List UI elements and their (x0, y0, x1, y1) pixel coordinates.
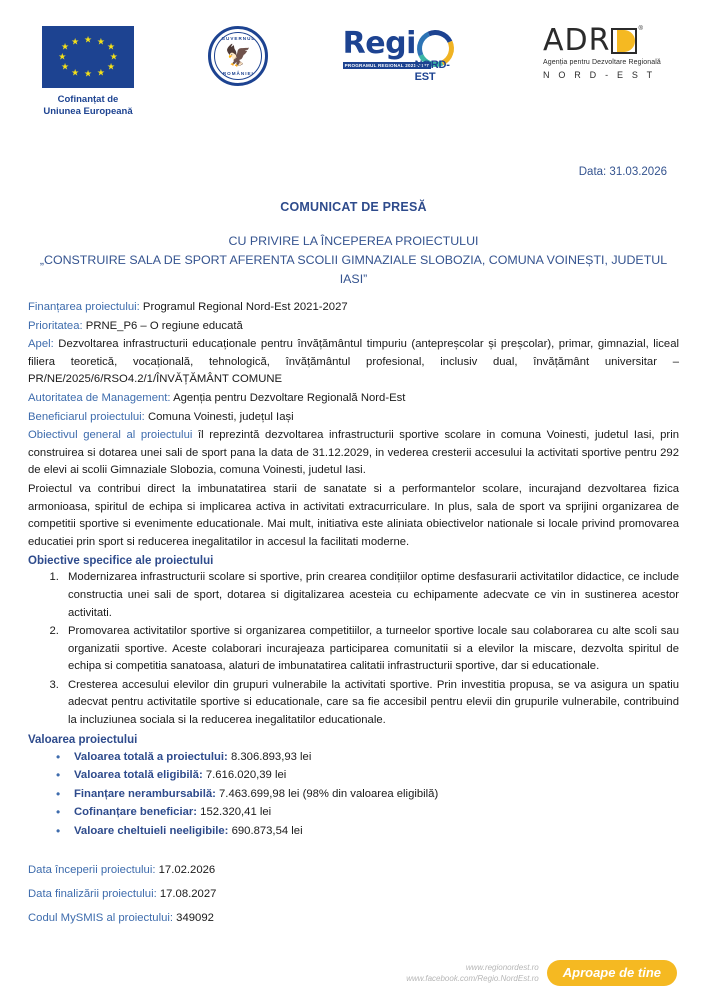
project-start-date-value: 17.02.2026 (155, 864, 216, 877)
eagle-icon: 🦅 (225, 44, 252, 68)
field-apel-label: Apel: (28, 338, 54, 351)
regio-logo-icon (343, 26, 469, 84)
objectives-list (28, 569, 679, 729)
field-autoritate-label: Autoritatea de Management: (28, 391, 171, 404)
project-end-date (28, 882, 679, 906)
regio-logo-block (343, 26, 469, 84)
value-item (56, 822, 679, 841)
field-prioritate-value: PRNE_P6 – O regiune educată (82, 319, 243, 332)
document-body (28, 299, 679, 930)
field-finantare-label: Finanțarea proiectului: (28, 301, 140, 313)
logo-bar (28, 0, 679, 122)
adr-logo-icon (542, 23, 671, 80)
field-apel (28, 336, 679, 389)
field-prioritate-label: Prioritatea: (28, 319, 83, 332)
objective-item: 1. Modernizarea infrastructurii scolare si sportive, prin crearea condițiilor optime desfasurarii activitatilor didactice, ce include constructia unei sali de sport, dotarea si digitalizarea acesteia cu echipamente adecvate ce vin in sustinerea acestor activitati. (62, 569, 679, 622)
value-item-label: Cofinanțare beneficiar: (74, 806, 198, 819)
seal-arc-bottom: ROMÂNIEI (222, 71, 254, 76)
page-subtitle-line1: CU PRIVIRE LA ÎNCEPEREA PROIECTULUI (228, 234, 479, 248)
eu-stars: ★ ★ ★ ★ ★ ★ ★ ★ ★ ★ ★ ★ (58, 34, 118, 79)
page-footer (0, 960, 707, 986)
adr-registered-mark: ® (638, 26, 643, 32)
value-item-label: Valoarea totală eligibilă: (74, 769, 203, 782)
objectives-heading: Obiective specifice ale proiectului (28, 555, 214, 568)
regio-wordmark: Regi (342, 26, 416, 61)
project-description-paragraph: Proiectul va contribui direct la imbunatatirea starii de sanatate si a performantelor scolare, incurajand dezvoltarea fizica armonioasa, spiritul de echipa si implicarea activa in activitati extracurriculare. In plus, sala de sport va sprijini organizarea de competitii sportive si evenimente educationale. Mai mult, initiativa este aliniata obiectivelor nationale si locale privind promovarea educatiei prin sport si reducerea inegalitatilor in accesul la facilitati moderne. (28, 482, 679, 548)
value-item-label: Valoare cheltuieli neeligibile: (74, 824, 229, 837)
field-obiectiv-value: îl reprezintă dezvoltarea infrastructurii sportive scolare in comuna Voinesti, judetul Iasi, prin construirea si dotarea unei sali de sport pana la data de 31.12.2029, in vederea cresterii accesului la activitati sportive pentru 292 de elevi ai scolii Gimnaziale Slobozia, comuna Voinesti, judetul Iasi. (28, 429, 679, 477)
project-mysmis-code (28, 906, 679, 930)
seal-arc-top: GUVERNUL (221, 36, 256, 41)
eu-caption-line2: Uniunea Europeană (43, 106, 133, 117)
value-item (56, 785, 679, 804)
field-finantare-value: Programul Regional Nord-Est 2021-2027 (139, 301, 348, 313)
regio-region-label: NORD-EST (414, 59, 450, 83)
objective-item: 3. Cresterea accesului elevilor din grupuri vulnerabile la activitati sportive. Prin investitia propusa, se va asigura un spatiu adecvat pentru activitatile sportive si educationale, care sa fie accesibil pentru elevii din grupurile vulnerabile, contribuind la incluziunea sociala si la reducerea inegalitatilor educationale. (62, 677, 679, 730)
adr-logo-block (542, 23, 671, 80)
project-end-date-label: Data finalizării proiectului: (28, 888, 157, 901)
footer-website-link[interactable]: www.regionordest.ro (465, 963, 539, 972)
value-item-amount: 690.873,54 lei (228, 824, 303, 837)
adr-wordmark: ADR (542, 23, 611, 58)
project-start-date (28, 858, 679, 882)
eu-logo-caption (43, 94, 132, 118)
field-obiectiv-general (28, 427, 679, 480)
government-logo-block (208, 26, 268, 86)
eu-logo-block (42, 26, 134, 118)
objective-item: 2. Promovarea activitatilor sportive si organizarea competitiilor, a turneelor sportive locale sau colaborarea cu alte scoli sau organizatii sportive. Aceste colaborari incurajeaza participarea comunitatii si a elevilor la miscare, dezvolta spiritul de echipa si competitia sanatoasa, alaturi de imbunatatirea calitatii infrastructurii sportive, dar si educationale. (62, 623, 679, 676)
page-title: COMUNICAT DE PRESĂ (280, 200, 427, 214)
eu-caption-line1: Cofinanțat de (57, 94, 119, 105)
value-item-amount: 7.463.699,98 lei (98% din valoarea eligibilă) (215, 787, 439, 800)
field-apel-value: Dezvoltarea infrastructurii educaționale pentru învățământul timpuriu (antepreșcolar și preșcolar), primar, gimnazial, liceal filiera teoretică, vocațională, tehnologică, învățământul profesional, inclusiv dual, învățământ universitar – PR/NE/2025/6/RSO4.2/1/ÎNVĂȚĂMÂNT COMUNE (28, 338, 679, 386)
value-item-label: Finanțare nerambursabilă: (74, 787, 216, 800)
guvernul-romaniei-seal-icon (208, 26, 268, 86)
regio-subtitle-text: PROGRAMUL REGIONAL 2021-2027 (344, 63, 429, 68)
footer-facebook-link[interactable]: www.facebook.com/Regio.NordEst.ro (406, 974, 539, 983)
project-mysmis-value: 349092 (173, 912, 214, 925)
value-item (56, 803, 679, 822)
project-end-date-value: 17.08.2027 (156, 888, 217, 901)
field-obiectiv-label: Obiectivul general al proiectului (28, 429, 193, 442)
adr-wordmark-row (542, 23, 671, 58)
field-beneficiar-value: Comuna Voinesti, județul Iași (144, 410, 294, 423)
field-autoritate (28, 390, 679, 408)
field-autoritate-value: Agenția pentru Dezvoltare Regională Nord-Est (170, 391, 406, 404)
project-mysmis-label: Codul MySMIS al proiectului: (28, 912, 174, 925)
field-finantare (28, 299, 679, 317)
adr-square-icon (611, 28, 637, 54)
value-item (56, 748, 679, 767)
values-list (28, 748, 679, 841)
adr-region-label: N O R D - E S T (542, 70, 656, 80)
footer-urls (406, 962, 539, 984)
value-item (56, 766, 679, 785)
eu-flag-icon (42, 26, 134, 88)
project-dates (28, 858, 679, 930)
footer-slogan-badge: Aproape de tine (547, 960, 677, 986)
field-beneficiar (28, 409, 679, 427)
adr-subtitle: Agenția pentru Dezvoltare Regională (542, 59, 661, 66)
values-heading: Valoarea proiectului (28, 733, 138, 746)
page-subtitle-line2: „CONSTRUIRE SALA DE SPORT AFERENTA SCOLII GIMNAZIALE SLOBOZIA, COMUNA VOINEȘTI, JUDETUL IASI” (39, 253, 668, 286)
page-subtitle (28, 232, 679, 289)
field-beneficiar-label: Beneficiarul proiectului: (28, 410, 145, 423)
project-start-date-label: Data începerii proiectului: (28, 864, 156, 877)
document-date: Data: 31.03.2026 (578, 166, 667, 178)
value-item-amount: 8.306.893,93 lei (227, 750, 312, 763)
value-item-amount: 152.320,41 lei (197, 806, 272, 819)
field-prioritate (28, 318, 679, 336)
value-item-amount: 7.616.020,39 lei (202, 769, 287, 782)
value-item-label: Valoarea totală a proiectului: (74, 750, 228, 763)
